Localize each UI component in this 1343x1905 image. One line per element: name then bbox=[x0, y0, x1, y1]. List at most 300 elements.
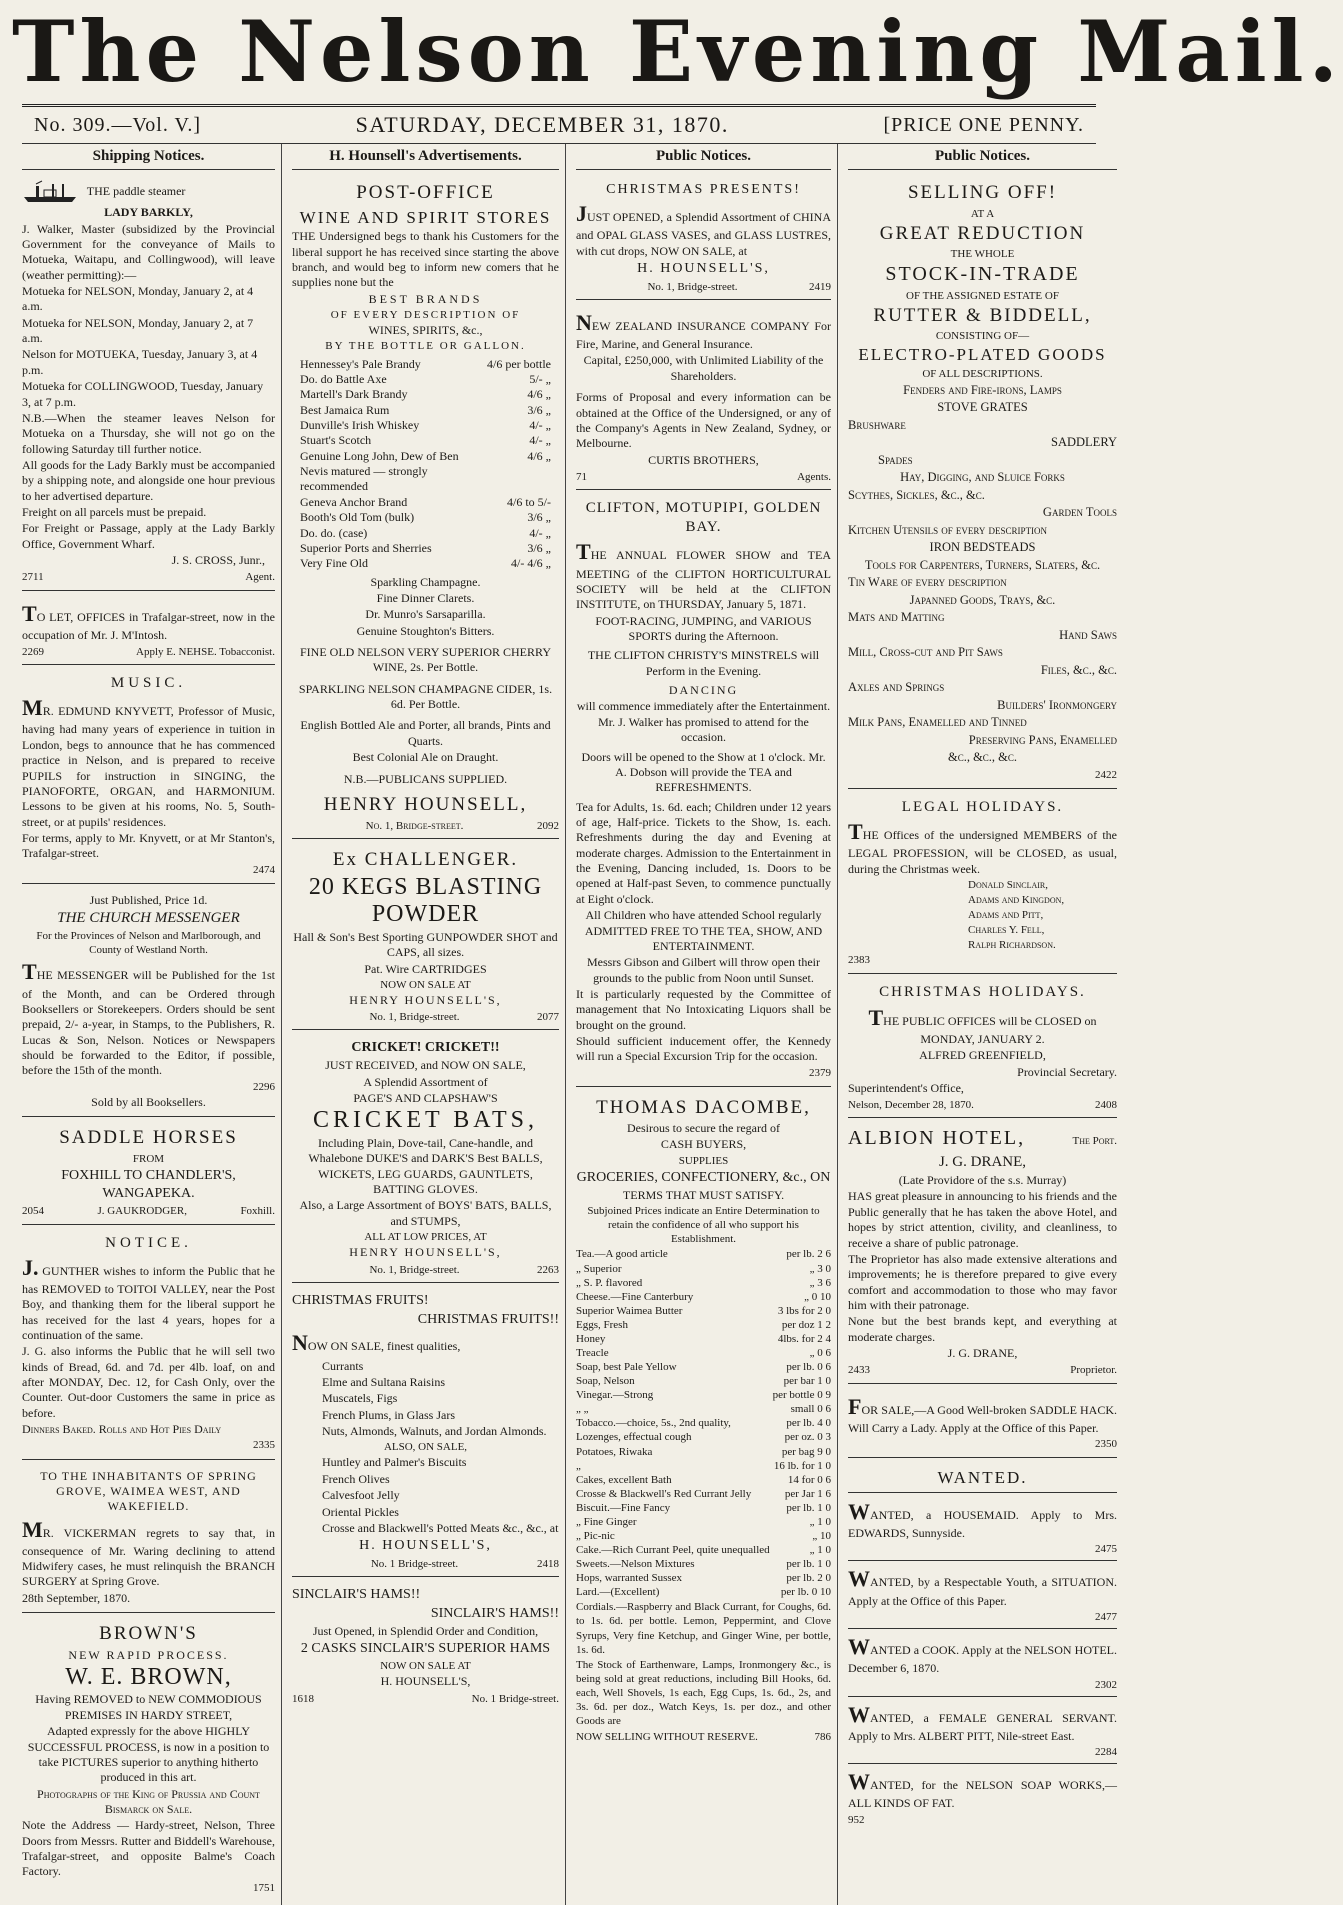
notice-dinners: Dinners Baked. Rolls and Hot Pies Daily bbox=[22, 1422, 222, 1437]
wanted-item bbox=[848, 1561, 1117, 1629]
music-terms: For terms, apply to Mr. Knyvett, or at Mr Stanton's, Trafalgar-street. bbox=[22, 830, 275, 861]
albion-name: J. G. DRANE, bbox=[938, 1153, 1027, 1170]
xmas-holidays-signature: ALFRED GREENFIELD, bbox=[919, 1048, 1046, 1063]
po-extra: Sparkling Champagne. bbox=[370, 574, 481, 589]
ad-number: 2419 bbox=[809, 280, 831, 293]
brown-note: Note the Address — Hardy-street, Nelson, Three Doors from Messrs. Rutter and Biddell's Warehouse, Trafalgar-street, and opposite Balme's Coach Factory. bbox=[22, 1818, 275, 1879]
legal-name: Charles Y. Fell, bbox=[968, 924, 1045, 937]
ship-body: J. Walker, Master (subsidized by the Provincial Government for the conveyance of Mails to Motueka, Waitapu, and Collingwood), will leave (weather permitting):— bbox=[22, 221, 275, 282]
cricket-just: JUST RECEIVED, and NOW ON SALE, bbox=[325, 1058, 526, 1073]
ad-number: 2092 bbox=[537, 820, 559, 833]
price-row: Honey 4lbs. for 2 4 bbox=[576, 1332, 831, 1345]
ad-legal-holidays bbox=[848, 793, 1117, 975]
price-row: Do. do. (case) 4/- „ bbox=[300, 525, 551, 540]
price-row: Do. do Battle Axe 5/- „ bbox=[300, 371, 551, 386]
po-nb: N.B.—PUBLICANS SUPPLIED. bbox=[343, 771, 508, 786]
sale-at: AT A bbox=[970, 207, 995, 220]
issue-date: SATURDAY, DECEMBER 31, 1870. bbox=[355, 112, 729, 137]
challenger-pat: Pat. Wire CARTRIDGES bbox=[364, 961, 487, 976]
ad-challenger bbox=[292, 843, 559, 1030]
clifton-request: It is particularly requested by the Committee of management that No Intoxicating Liquors shall be brought on the ground. bbox=[576, 986, 831, 1032]
fruit-item: Huntley and Palmer's Biscuits bbox=[322, 1455, 467, 1470]
sale-line: Hand Saws bbox=[1059, 627, 1117, 642]
hams-address: No. 1 Bridge-street. bbox=[471, 1692, 559, 1705]
sale-line: &c., &c., &c. bbox=[947, 750, 1018, 765]
insurance-agents: Agents. bbox=[797, 470, 831, 483]
ad-number: 2477 bbox=[1095, 1610, 1117, 1623]
church-sold: Sold by all Booksellers. bbox=[91, 1094, 206, 1109]
fruit-item: Calvesfoot Jelly bbox=[322, 1488, 400, 1503]
ad-wanted bbox=[848, 1462, 1117, 1836]
sale-line: Milk Pans, Enamelled and Tinned bbox=[848, 715, 1027, 730]
price-row: Hennessey's Pale Brandy 4/6 per bottle bbox=[300, 356, 551, 371]
ad-number: 952 bbox=[848, 1813, 865, 1826]
dateline bbox=[12, 107, 1106, 143]
fruits-now: NOW ON SALE, finest qualities, bbox=[292, 1330, 461, 1356]
dacombe-price-list bbox=[576, 1247, 831, 1599]
price-row: Hops, warranted Sussex per lb. 2 0 bbox=[576, 1572, 831, 1585]
po-best: BEST BRANDS bbox=[368, 291, 483, 306]
ad-sinclair-hams bbox=[292, 1581, 559, 1711]
ad-number: 2077 bbox=[537, 1011, 559, 1024]
ad-church-messenger bbox=[22, 888, 275, 1117]
dacombe-stock: The Stock of Earthenware, Lamps, Ironmongery &c., is being sold at great reductions, including Bill Hooks, 6d. each, Well Shovels, 1s each, Egg Cups, 1s. 6d., 2s, and 3s. 6d. per doz., Watch Keys, 1s. per doz., and other Goods are bbox=[576, 1658, 831, 1727]
price-row: Vinegar.—Strong per bottle 0 9 bbox=[576, 1389, 831, 1402]
sale-line: Tools for Carpenters, Turners, Slaters, &c. bbox=[864, 557, 1101, 572]
ship-name: LADY BARKLY, bbox=[104, 205, 193, 220]
sale-line: Kitchen Utensils of every description bbox=[848, 522, 1048, 537]
ship-intro: THE paddle steamer bbox=[86, 183, 186, 198]
cricket-bats: CRICKET BATS, bbox=[313, 1107, 538, 1134]
hams-body: Just Opened, in Splendid Order and Condition, bbox=[312, 1624, 539, 1639]
column-2 bbox=[292, 144, 566, 1905]
challenger-body: Hall & Son's Best Sporting GUNPOWDER SHOT and CAPS, all sizes. bbox=[293, 929, 558, 960]
price-row: Biscuit.—Fine Fancy per lb. 1 0 bbox=[576, 1501, 831, 1514]
price-row: Lozenges, effectual cough per oz. 0 3 bbox=[576, 1431, 831, 1444]
cricket-signature: HENRY HOUNSELL'S, bbox=[349, 1245, 502, 1260]
wanted-text: WANTED a COOK. Apply at the NELSON HOTEL. December 6, 1870. bbox=[848, 1634, 1117, 1676]
wanted-text: WANTED, a HOUSEMAID. Apply to Mrs. EDWARDS, Sunnyside. bbox=[848, 1498, 1117, 1540]
price-row: Booth's Old Tom (bulk) 3/6 „ bbox=[300, 510, 551, 525]
music-body: MR. EDMUND KNYVETT, Professor of Music, having had many years of experience in tuition in London, begs to announce that he has commenced practice in Nelson, and is prepared to receive PUPILS for instruction in SINGING, the PIANOFORTE, ORGAN, and HARMONIUM. Lessons to be given at his rooms, No. 5, South-street, or at pupils' residences. bbox=[22, 695, 275, 829]
sale-line: Garden Tools bbox=[1042, 505, 1117, 520]
wanted-text: WANTED, by a Respectable Youth, a SITUATION. Apply at the Office of this Paper. bbox=[848, 1566, 1117, 1608]
column-heading: Public Notices. bbox=[576, 144, 831, 170]
brown-adapted: Adapted expressly for the above HIGHLY SUCCESSFUL PROCESS, is now in a position to take PICTURES superior to anything hitherto produced in this art. bbox=[27, 1724, 270, 1785]
column-4 bbox=[848, 144, 1123, 1905]
challenger-heading: Ex CHALLENGER. bbox=[332, 849, 519, 871]
legal-name: Adams and Pitt, bbox=[968, 909, 1044, 922]
fruits-also: ALSO, ON SALE, bbox=[383, 1441, 468, 1454]
ad-lady-barkly bbox=[22, 176, 275, 590]
sale-line: Brushware bbox=[848, 417, 906, 432]
fruit-item: Nuts, Almonds, Walnuts, and Jordan Almonds. bbox=[322, 1424, 547, 1439]
po-cherry: FINE OLD NELSON VERY SUPERIOR CHERRY WINE, 2s. Per Bottle. bbox=[299, 645, 552, 675]
saddle-route: FOXHILL TO CHANDLER'S, WANGAPEKA. bbox=[61, 1167, 236, 1201]
price-row: Soap, Nelson per bar 1 0 bbox=[576, 1375, 831, 1388]
ad-albion-hotel bbox=[848, 1122, 1117, 1383]
wanted-heading: WANTED. bbox=[848, 1467, 1117, 1493]
waimea-date: 28th September, 1870. bbox=[22, 1590, 131, 1605]
wanted-item bbox=[848, 1697, 1117, 1765]
price-row: Soap, best Pale Yellow per lb. 0 6 bbox=[576, 1361, 831, 1374]
dacombe-cash: CASH BUYERS, bbox=[660, 1137, 747, 1152]
po-address: No. 1, Bridge-street. bbox=[365, 820, 464, 833]
sale-desc: OF ALL DESCRIPTIONS. bbox=[922, 367, 1043, 380]
ad-saddle-horses bbox=[22, 1121, 275, 1224]
church-title: THE CHURCH MESSENGER bbox=[57, 910, 240, 927]
ad-waimea bbox=[22, 1464, 275, 1614]
ad-christmas-holidays bbox=[848, 978, 1117, 1118]
legal-name: Donald Sinclair, bbox=[968, 879, 1048, 891]
ad-number: 2418 bbox=[537, 1558, 559, 1571]
brown-process: NEW RAPID PROCESS. bbox=[68, 1647, 229, 1662]
dacombe-desirous: Desirous to secure the regard of bbox=[627, 1121, 780, 1136]
price-row: Crosse & Blackwell's Red Currant Jelly per Jar 1 6 bbox=[576, 1487, 831, 1500]
price-row: „ Superior „ 3 0 bbox=[576, 1262, 831, 1275]
albion-signature: J. G. DRANE, bbox=[947, 1346, 1018, 1361]
dacombe-cordials: Cordials.—Raspberry and Black Currant, for Coughs, 6d. to 1s. 6d. per bottle. Lemon, Peppermint, and Clove Syrups, Very fine Ketchup, and Ginger Wine, per bottle, 1s. 6d. bbox=[576, 1601, 831, 1656]
fruits-heading: CHRISTMAS FRUITS! bbox=[292, 1292, 429, 1308]
ad-number: 786 bbox=[814, 1731, 831, 1744]
clifton-children: All Children who have attended School regularly ADMITTED FREE TO THE TEA, SHOW, AND ENTERTAINMENT. bbox=[584, 908, 823, 953]
ad-to-let bbox=[22, 595, 275, 666]
sale-consisting: CONSISTING OF— bbox=[935, 329, 1030, 342]
forsale-text: FOR SALE,—A Good Well-broken SADDLE HACK. Will Carry a Lady. Apply at the Office of this Paper. bbox=[848, 1393, 1117, 1435]
po-ale: English Bottled Ale and Porter, all brands, Pints and Quarts. bbox=[300, 718, 551, 748]
price-row: „ S. P. flavored „ 3 6 bbox=[576, 1276, 831, 1289]
albion-body: HAS great pleasure in announcing to his friends and the Public generally that he has taken the above Hotel, and hopes by strict attention, civility, and cleanliness, to receive a share of public patronage. bbox=[848, 1189, 1117, 1250]
ad-number: 2383 bbox=[848, 954, 870, 967]
dacombe-terms: TERMS THAT MUST SATISFY. bbox=[622, 1187, 785, 1202]
xmas-signature: H. HOUNSELL'S, bbox=[637, 260, 770, 276]
clifton-dance: will commence immediately after the Entertainment. Mr. J. Walker has promised to attend for the occasion. bbox=[576, 699, 831, 745]
steamship-icon bbox=[22, 180, 80, 204]
wanted-item bbox=[848, 1494, 1117, 1562]
sale-line: Builders' Ironmongery bbox=[997, 697, 1117, 712]
ad-number: 1618 bbox=[292, 1692, 314, 1705]
ad-number: 2422 bbox=[1095, 768, 1117, 781]
albion-body-3: None but the best brands kept, and everything at moderate charges. bbox=[848, 1314, 1117, 1344]
legal-names bbox=[848, 878, 1117, 952]
sale-electro: ELECTRO-PLATED GOODS bbox=[858, 345, 1107, 365]
notice-heading: NOTICE. bbox=[105, 1234, 192, 1251]
price-row: Sweets.—Nelson Mixtures per lb. 1 0 bbox=[576, 1558, 831, 1571]
price-row: Dunville's Irish Whiskey 4/- „ bbox=[300, 418, 551, 432]
ad-number: 2475 bbox=[1095, 1543, 1117, 1556]
ad-christmas-presents bbox=[576, 176, 831, 300]
sale-line: SADDLERY bbox=[1051, 435, 1117, 450]
fruit-item: Currants bbox=[322, 1358, 364, 1373]
ad-music bbox=[22, 669, 275, 884]
legal-body: THE Offices of the undersigned MEMBERS of the LEGAL PROFESSION, will be CLOSED, as usual, during the Christmas week. bbox=[848, 819, 1117, 876]
column-3 bbox=[576, 144, 838, 1905]
saddle-from: FROM bbox=[132, 1152, 165, 1165]
price-row: Tea.—A good article per lb. 2 6 bbox=[576, 1248, 831, 1261]
dacombe-title: THOMAS DACOMBE, bbox=[596, 1096, 811, 1118]
ad-dacombe bbox=[576, 1091, 831, 1749]
music-heading: MUSIC. bbox=[110, 675, 187, 692]
price-row: Eggs, Fresh per doz 1 2 bbox=[576, 1318, 831, 1331]
ad-clifton bbox=[576, 494, 831, 1087]
hams-heading: SINCLAIR'S HAMS!! bbox=[292, 1587, 421, 1603]
po-body: THE Undersigned begs to thank his Customers for the liberal support he has received since starting the above branch, and would beg to inform new comers that he supplies none but the bbox=[292, 229, 559, 290]
clifton-doors: Doors will be opened to the Show at 1 o'clock. Mr. A. Dobson will provide the TEA and REFRESHMENTS. bbox=[581, 749, 826, 795]
hams-now: NOW ON SALE AT bbox=[380, 1660, 471, 1673]
columns bbox=[12, 144, 1117, 1894]
ship-schedule-3: Motueka for COLLINGWOOD, Tuesday, January 3, at 7 p.m. bbox=[22, 379, 264, 409]
ad-number: 2263 bbox=[537, 1263, 559, 1276]
fruits-address: No. 1 Bridge-street. bbox=[370, 1558, 459, 1571]
po-extra: Fine Dinner Clarets. bbox=[376, 590, 475, 605]
ad-number: 1751 bbox=[253, 1881, 275, 1894]
clifton-body: THE ANNUAL FLOWER SHOW and TEA MEETING of the CLIFTON HORTICULTURAL SOCIETY will be held at the CLIFTON INSTITUTE, on THURSDAY, January 5, 1871. bbox=[576, 539, 831, 612]
price-row: Martell's Dark Brandy 4/6 „ bbox=[300, 387, 551, 402]
brown-photos: Photographs of the King of Prussia and Count Bismarck on Sale. bbox=[37, 1786, 260, 1816]
cricket-heading: CRICKET! CRICKET!! bbox=[351, 1040, 500, 1056]
sale-rutter: RUTTER & BIDDELL, bbox=[873, 304, 1092, 326]
price-row: Best Jamaica Rum 3/6 „ bbox=[300, 402, 551, 417]
po-by: BY THE BOTTLE OR GALLON. bbox=[325, 340, 526, 353]
albion-late: (Late Providore of the s.s. Murray) bbox=[898, 1173, 1067, 1188]
price-row: Lard.—(Excellent) per lb. 0 10 bbox=[576, 1586, 831, 1599]
sale-line: Files, &c., &c. bbox=[1040, 662, 1117, 677]
fruits-signature: H. HOUNSELL'S, bbox=[359, 1538, 492, 1554]
price-row: Very Fine Old 4/- 4/6 „ bbox=[300, 556, 551, 571]
sale-lines bbox=[848, 382, 1117, 767]
sale-line: Scythes, Sickles, &c., &c. bbox=[848, 487, 985, 502]
sale-line: Fenders and Fire-irons, Lamps bbox=[903, 382, 1062, 397]
price-row: Cakes, excellent Bath 14 for 0 6 bbox=[576, 1473, 831, 1486]
ad-christmas-fruits bbox=[292, 1287, 559, 1578]
sale-line: Mill, Cross-cut and Pit Saws bbox=[848, 645, 1003, 660]
price-row: „ 16 lb. for 1 0 bbox=[576, 1459, 831, 1472]
po-cider: SPARKLING NELSON CHAMPAGNE CIDER, 1s. 6d. Per Bottle. bbox=[298, 681, 553, 712]
price-row: „ „ small 0 6 bbox=[576, 1403, 831, 1416]
xmas-holidays-heading: CHRISTMAS HOLIDAYS. bbox=[879, 984, 1086, 1001]
ad-number: 2296 bbox=[253, 1080, 275, 1093]
church-published: Just Published, Price 1d. bbox=[89, 892, 208, 907]
ad-number: 2302 bbox=[1095, 1678, 1117, 1691]
hams-casks: 2 CASKS SINCLAIR'S SUPERIOR HAMS bbox=[300, 1641, 551, 1657]
price-row: „ Pic-nic „ 10 bbox=[576, 1529, 831, 1542]
waimea-body: MR. VICKERMAN regrets to say that, in consequence of Mr. Waring declining to attend Midwifery cases, he must relinquish the BRANCH SURGERY at Spring Grove. bbox=[22, 1516, 275, 1589]
dacombe-now: NOW SELLING WITHOUT RESERVE. bbox=[576, 1731, 758, 1744]
xmas-address: No. 1, Bridge-street. bbox=[647, 280, 738, 293]
ad-number: 2350 bbox=[1095, 1438, 1117, 1451]
price-row: Superior Ports and Sherries 3/6 „ bbox=[300, 540, 551, 555]
dacombe-supplies: SUPPLIES bbox=[678, 1154, 729, 1167]
albion-proprietor: Proprietor. bbox=[1070, 1364, 1117, 1377]
brown-name: W. E. BROWN, bbox=[65, 1663, 232, 1690]
sale-line: Mats and Matting bbox=[848, 610, 945, 625]
po-extra: Genuine Stoughton's Bitters. bbox=[356, 623, 495, 638]
hams-heading-2: SINCLAIR'S HAMS!! bbox=[430, 1606, 559, 1622]
saddle-place: Foxhill. bbox=[240, 1205, 275, 1218]
sale-stock: STOCK-IN-TRADE bbox=[885, 262, 1080, 285]
insurance-title: NEW ZEALAND INSURANCE COMPANY For Fire, Marine, and General Insurance. bbox=[576, 309, 831, 352]
church-subtitle: For the Provinces of Nelson and Marlborough, and County of Westland North. bbox=[36, 930, 261, 957]
notice-body-2: J. G. also informs the Public that he will sell two kinds of Bread, 6d. and 7d. per 4lb. loaf, on and after MONDAY, Dec. 12, for Cash Only, over the Counter. Out-door Customers the same in price as before. bbox=[22, 1344, 275, 1420]
fruit-item: Crosse and Blackwell's Potted Meats &c., &c., at bbox=[322, 1520, 559, 1535]
po-wines: WINES, SPIRITS, &c., bbox=[368, 323, 483, 338]
clifton-tea: Tea for Adults, 1s. 6d. each; Children under 12 years of age, Half-price. Tickets to the Show, 1s. each. Refreshments during the day and Evening at moderate charges. Admission to the Entertainment in the Evening, Dancing included, 1s. Doors to be opened at Half-past Seven, to commence punctually at Eight o'clock. bbox=[576, 799, 831, 906]
ship-agent: Agent. bbox=[245, 571, 275, 584]
wanted-text: WANTED, for the NELSON SOAP WORKS,— ALL KINDS OF FAT. bbox=[848, 1769, 1117, 1811]
fruit-item: Muscatels, Figs bbox=[322, 1391, 398, 1406]
albion-title: ALBION HOTEL, bbox=[848, 1127, 1026, 1150]
sale-line: Spades bbox=[878, 452, 913, 467]
challenger-title: 20 KEGS BLASTING POWDER bbox=[308, 873, 543, 928]
brown-body: Having REMOVED to NEW COMMODIOUS PREMISES IN HARDY STREET, bbox=[35, 1692, 262, 1722]
legal-name: Ralph Richardson. bbox=[968, 939, 1056, 952]
notice-body: J. GUNTHER wishes to inform the Public that he has REMOVED to TOITOI VALLEY, near the Post Boy, and thanking them for the liberal support he has received for the last 4 years, hopes for a continuation of the same. bbox=[22, 1254, 275, 1342]
ad-browns-process bbox=[22, 1617, 275, 1901]
tolet-text: TO LET, OFFICES in Trafalgar-street, now in the occupation of Mr. J. M'Intosh. bbox=[22, 600, 275, 642]
albion-body-2: The Proprietor has also made extensive alterations and improvements; he is therefore prepared to give every comfort and accommodation to those who may favor him with their patronage. bbox=[848, 1251, 1117, 1312]
price-row: Superior Waimea Butter 3 lbs for 2 0 bbox=[576, 1304, 831, 1317]
cricket-also: Also, a Large Assortment of BOYS' BATS, BALLS, and STUMPS, bbox=[299, 1198, 552, 1228]
ship-nb: N.B.—When the steamer leaves Nelson for Motueka on a Thursday, she will not go on the following Saturday till further notice. bbox=[22, 410, 275, 456]
xmas-holidays-body: THE PUBLIC OFFICES will be CLOSED on MONDAY, JANUARY 2. bbox=[868, 1004, 1097, 1046]
sale-estate: OF THE ASSIGNED ESTATE OF bbox=[906, 289, 1059, 302]
ship-passage: For Freight or Passage, apply at the Lady Barkly Office, Government Wharf. bbox=[22, 521, 275, 551]
ad-number: 2269 bbox=[22, 646, 44, 659]
price-row: Cake.—Rich Currant Peel, quite unequalled „ 1 0 bbox=[576, 1544, 831, 1557]
sale-line: STOVE GRATES bbox=[937, 400, 1028, 415]
ad-number: 2408 bbox=[1095, 1099, 1117, 1112]
legal-heading: LEGAL HOLIDAYS. bbox=[901, 798, 1064, 815]
ad-selling-off bbox=[848, 176, 1117, 789]
sale-line: Japanned Goods, Trays, &c. bbox=[909, 592, 1056, 607]
ship-schedule-2: Nelson for MOTUEKA, Tuesday, January 3, at 4 p.m. bbox=[22, 347, 258, 377]
po-every: OF EVERY DESCRIPTION OF bbox=[330, 309, 521, 322]
xmas-title: CHRISTMAS PRESENTS! bbox=[606, 182, 801, 198]
cricket-address: No. 1, Bridge-street. bbox=[369, 1263, 460, 1276]
challenger-now: NOW ON SALE AT bbox=[380, 978, 471, 991]
ad-number: 2335 bbox=[253, 1439, 275, 1452]
sale-line: Axles and Springs bbox=[848, 680, 945, 695]
po-colonial: Best Colonial Ale on Draught. bbox=[352, 750, 499, 765]
wanted-text: WANTED, a FEMALE GENERAL SERVANT. Apply to Mrs. ALBERT PITT, Nile-street East. bbox=[848, 1701, 1117, 1743]
price-row: Stuart's Scotch 4/- „ bbox=[300, 433, 551, 448]
fruits-heading-2: CHRISTMAS FRUITS!! bbox=[417, 1311, 559, 1327]
church-body: THE MESSENGER will be Published for the 1st of the Month, and can be Ordered through Booksellers or Storekeepers. Orders should be sent prepaid, 2/- a-year, in Stamps, to the Publishers, R. Lucas & Son, Nelson. Notices or Newspapers should be forwarded to the Editor, if possible, before the 15th of the month. bbox=[22, 959, 275, 1078]
price-row: Tobacco.—choice, 5s., 2nd quality, per lb. 4 0 bbox=[576, 1417, 831, 1430]
sale-selling: SELLING OFF! bbox=[907, 182, 1058, 204]
xmas-holidays-title: Provincial Secretary. bbox=[1017, 1064, 1117, 1079]
cricket-body: Including Plain, Dove-tail, Cane-handle, and Whalebone DUKE'S and DARK'S Best BALLS, WICKETS, LEG GUARDS, GAUNTLETS, BATTING GLOVES. bbox=[308, 1135, 543, 1197]
xmas-holidays-date: Nelson, December 28, 1870. bbox=[848, 1099, 974, 1112]
column-heading: Shipping Notices. bbox=[22, 144, 275, 170]
ad-gunther-notice bbox=[22, 1229, 275, 1460]
fruit-item: Oriental Pickles bbox=[322, 1504, 399, 1519]
clifton-gibson: Messrs Gibson and Gilbert will throw open their grounds to the public from Noon until Sunset. bbox=[587, 955, 820, 985]
issue-number: No. 309.—Vol. V.] bbox=[34, 113, 202, 136]
tolet-apply: Apply E. NEHSE. Tobacconist. bbox=[136, 646, 275, 659]
ad-number: 2379 bbox=[809, 1066, 831, 1079]
clifton-foot: FOOT-RACING, JUMPING, and VARIOUS SPORTS during the Afternoon. bbox=[595, 613, 812, 644]
xmas-body: JUST OPENED, a Splendid Assortment of CHINA and OPAL GLASS VASES, and GLASS LUSTRES, with cut drops, NOW ON SALE, at bbox=[576, 201, 831, 258]
clifton-dancing: DANCING bbox=[668, 683, 739, 698]
saddle-name: J. GAUKRODGER, bbox=[97, 1205, 187, 1218]
ad-nz-insurance bbox=[576, 304, 831, 490]
masthead-title: The Nelson Evening Mail. bbox=[12, 2, 1343, 101]
insurance-signature: CURTIS BROTHERS, bbox=[648, 452, 759, 467]
po-extra: Dr. Munro's Sarsaparilla. bbox=[365, 607, 486, 622]
ad-number: 71 bbox=[576, 470, 587, 483]
po-title: POST-OFFICE bbox=[356, 182, 495, 204]
sale-whole: THE WHOLE bbox=[950, 247, 1015, 260]
wanted-item bbox=[848, 1764, 1117, 1831]
ship-freight: Freight on all parcels must be prepaid. bbox=[22, 505, 207, 520]
challenger-signature: HENRY HOUNSELL'S, bbox=[349, 992, 502, 1007]
dacombe-groceries: GROCERIES, CONFECTIONERY, &c., ON bbox=[576, 1169, 831, 1185]
ship-goods: All goods for the Lady Barkly must be accompanied by a shipping note, and alongside one hour previous to her advertised departure. bbox=[22, 457, 275, 503]
fruit-item: French Plums, in Glass Jars bbox=[322, 1407, 455, 1422]
challenger-address: No. 1, Bridge-street. bbox=[369, 1011, 460, 1024]
albion-port: The Port. bbox=[1072, 1135, 1117, 1148]
clifton-minstrels: THE CLIFTON CHRISTY'S MINSTRELS will Perform in the Evening. bbox=[587, 648, 820, 678]
ship-schedule-0: Motueka for NELSON, Monday, January 2, at 4 a.m. bbox=[22, 283, 254, 314]
price-row: Cheese.—Fine Canterbury „ 0 10 bbox=[576, 1290, 831, 1303]
po-signature: HENRY HOUNSELL, bbox=[323, 793, 528, 815]
insurance-body: Forms of Proposal and every information can be obtained at the Office of the Undersigned, or any of the Company's Agents in New Zealand, Sydney, or Melbourne. bbox=[576, 390, 831, 451]
ad-number: 2284 bbox=[1095, 1746, 1117, 1759]
fruit-item: French Olives bbox=[322, 1471, 390, 1486]
price-row: Potatoes, Riwaka per bag 9 0 bbox=[576, 1445, 831, 1458]
legal-name: Adams and Kingdon, bbox=[968, 894, 1065, 907]
dacombe-sub: Subjoined Prices indicate an Entire Determination to retain the confidence of all who support his Establishment. bbox=[587, 1205, 820, 1246]
xmas-holidays-office: Superintendent's Office, bbox=[848, 1080, 964, 1095]
waimea-title: TO THE INHABITANTS OF SPRING GROVE, WAIMEA WEST, AND WAKEFIELD. bbox=[40, 1468, 257, 1514]
sale-line: Preserving Pans, Enamelled bbox=[968, 732, 1117, 747]
po-title-2: WINE AND SPIRIT STORES bbox=[299, 207, 552, 227]
ad-number: 2433 bbox=[848, 1364, 870, 1377]
cricket-makers: PAGE'S AND CLAPSHAW'S bbox=[353, 1091, 498, 1106]
clifton-kennedy: Should sufficient inducement offer, the Kennedy will run a Special Excursion Trip for the occasion. bbox=[576, 1034, 831, 1064]
hams-signature: H. HOUNSELL'S, bbox=[380, 1674, 471, 1689]
cricket-low: ALL AT LOW PRICES, AT bbox=[364, 1231, 487, 1244]
ad-number: 2054 bbox=[22, 1205, 44, 1218]
column-heading: H. Hounsell's Advertisements. bbox=[292, 144, 559, 170]
brown-title: BROWN'S bbox=[99, 1623, 198, 1645]
ad-number: 2474 bbox=[253, 863, 275, 876]
fruit-item: Elme and Sultana Raisins bbox=[322, 1374, 445, 1389]
issue-price: [PRICE ONE PENNY. bbox=[883, 113, 1084, 136]
sale-line: Hay, Digging, and Sluice Forks bbox=[900, 470, 1065, 485]
sale-great: GREAT REDUCTION bbox=[879, 222, 1086, 244]
ship-schedule-1: Motueka for NELSON, Monday, January 2, at 7 a.m. bbox=[22, 315, 254, 346]
ad-cricket bbox=[292, 1034, 559, 1282]
price-row: „ Fine Ginger „ 1 0 bbox=[576, 1515, 831, 1528]
sale-line: IRON BEDSTEADS bbox=[929, 540, 1036, 555]
saddle-title: SADDLE HORSES bbox=[59, 1127, 238, 1149]
cricket-splendid: A Splendid Assortment of bbox=[363, 1074, 488, 1089]
sale-line: Tin Ware of every description bbox=[848, 575, 1007, 590]
ship-signature: J. S. CROSS, Junr., bbox=[171, 553, 265, 568]
price-row: Geneva Anchor Brand 4/6 to 5/- bbox=[300, 494, 551, 509]
ad-for-sale bbox=[848, 1388, 1117, 1459]
clifton-title: CLIFTON, MOTUPIPI, GOLDEN BAY. bbox=[585, 500, 822, 536]
price-row: Genuine Long John, Dew of Ben Nevis matured — strongly recommended 4/6 „ bbox=[300, 448, 551, 494]
ad-number: 2711 bbox=[22, 571, 44, 584]
column-1 bbox=[22, 144, 282, 1905]
insurance-capital: Capital, £250,000, with Unlimited Liability of the Shareholders. bbox=[583, 353, 824, 383]
wanted-item bbox=[848, 1629, 1117, 1697]
column-heading: Public Notices. bbox=[848, 144, 1117, 170]
price-row: Treacle „ 0 6 bbox=[576, 1346, 831, 1359]
